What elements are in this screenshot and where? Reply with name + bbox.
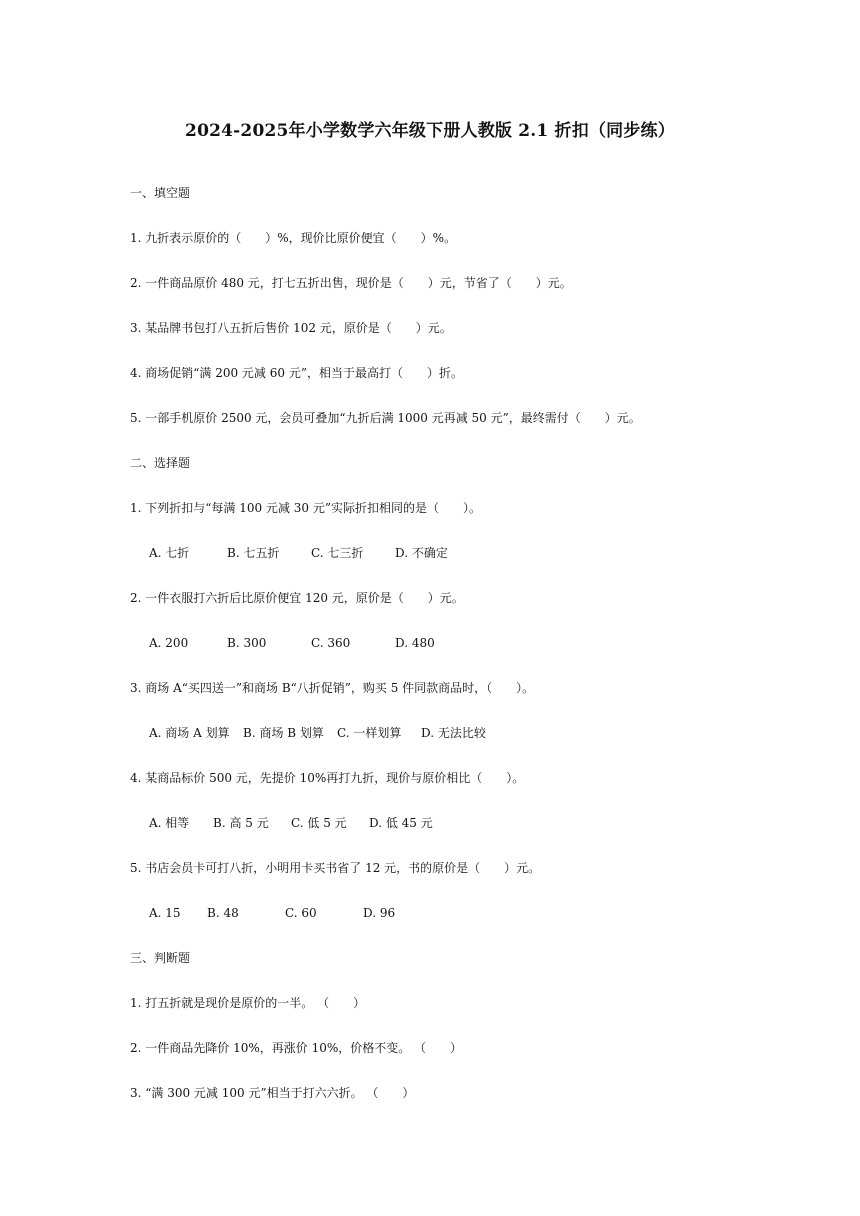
option-d: D. 96 [363,906,396,920]
option-d: D. 无法比较 [421,726,486,740]
option-a: A. 15 [149,906,181,920]
judge-question-3: 3. “满 300 元减 100 元”相当于打六六折。 （ ） [130,1086,415,1100]
option-a: A. 商场 A 划算 [149,726,230,740]
section-heading-fill-blank: 一、填空题 [130,186,191,200]
judge-question-1: 1. 打五折就是现价是原价的一半。 （ ） [130,996,366,1010]
section-heading-judgement: 三、判断题 [130,951,191,965]
option-d: D. 480 [395,636,435,650]
choice-options-3 [149,725,500,741]
judge-question-2: 2. 一件商品先降价 10%，再涨价 10%，价格不变。 （ ） [130,1041,463,1055]
option-c: C. 360 [311,636,351,650]
option-b: B. 商场 B 划算 [243,726,324,740]
fill-question-2: 2. 一件商品原价 480 元，打七五折出售，现价是（ ）元，节省了（ ）元。 [130,276,572,290]
option-c: C. 一样划算 [337,726,402,740]
option-b: B. 七五折 [227,546,280,560]
fill-question-1: 1. 九折表示原价的（ ）%，现价比原价便宜（ ）%。 [130,231,457,245]
fill-question-3: 3. 某品牌书包打八五折后售价 102 元，原价是（ ）元。 [130,321,452,335]
choice-options-2 [149,635,449,651]
option-d: D. 低 45 元 [369,816,433,830]
option-d: D. 不确定 [395,546,448,560]
choice-options-5 [149,905,409,921]
option-b: B. 300 [227,636,267,650]
option-c: C. 七三折 [311,546,364,560]
choice-options-4 [149,815,447,831]
page-title: 2024-2025年小学数学六年级下册人教版 2.1 折扣（同步练） [185,121,675,141]
choice-question-2: 2. 一件衣服打六折后比原价便宜 120 元，原价是（ ）元。 [130,591,464,605]
fill-question-4: 4. 商场促销“满 200 元减 60 元”，相当于最高打（ ）折。 [130,366,463,380]
option-b: B. 高 5 元 [213,816,269,830]
section-heading-choice: 二、选择题 [130,456,191,470]
choice-question-1: 1. 下列折扣与“每满 100 元减 30 元”实际折扣相同的是（ ）。 [130,501,481,515]
option-b: B. 48 [207,906,239,920]
option-a: A. 七折 [149,546,190,560]
choice-question-3: 3. 商场 A“买四送一”和商场 B“八折促销”，购买 5 件同款商品时，（ ）。 [130,681,535,695]
option-c: C. 60 [285,906,317,920]
option-a: A. 相等 [149,816,190,830]
option-c: C. 低 5 元 [291,816,347,830]
fill-question-5: 5. 一部手机原价 2500 元，会员可叠加“九折后满 1000 元再减 50 元”，最终需付（ ）元。 [130,411,641,425]
choice-options-1 [149,545,462,561]
choice-question-4: 4. 某商品标价 500 元，先提价 10%再打九折，现价与原价相比（ ）。 [130,771,525,785]
choice-question-5: 5. 书店会员卡可打八折，小明用卡买书省了 12 元，书的原价是（ ）元。 [130,861,541,875]
option-a: A. 200 [149,636,189,650]
